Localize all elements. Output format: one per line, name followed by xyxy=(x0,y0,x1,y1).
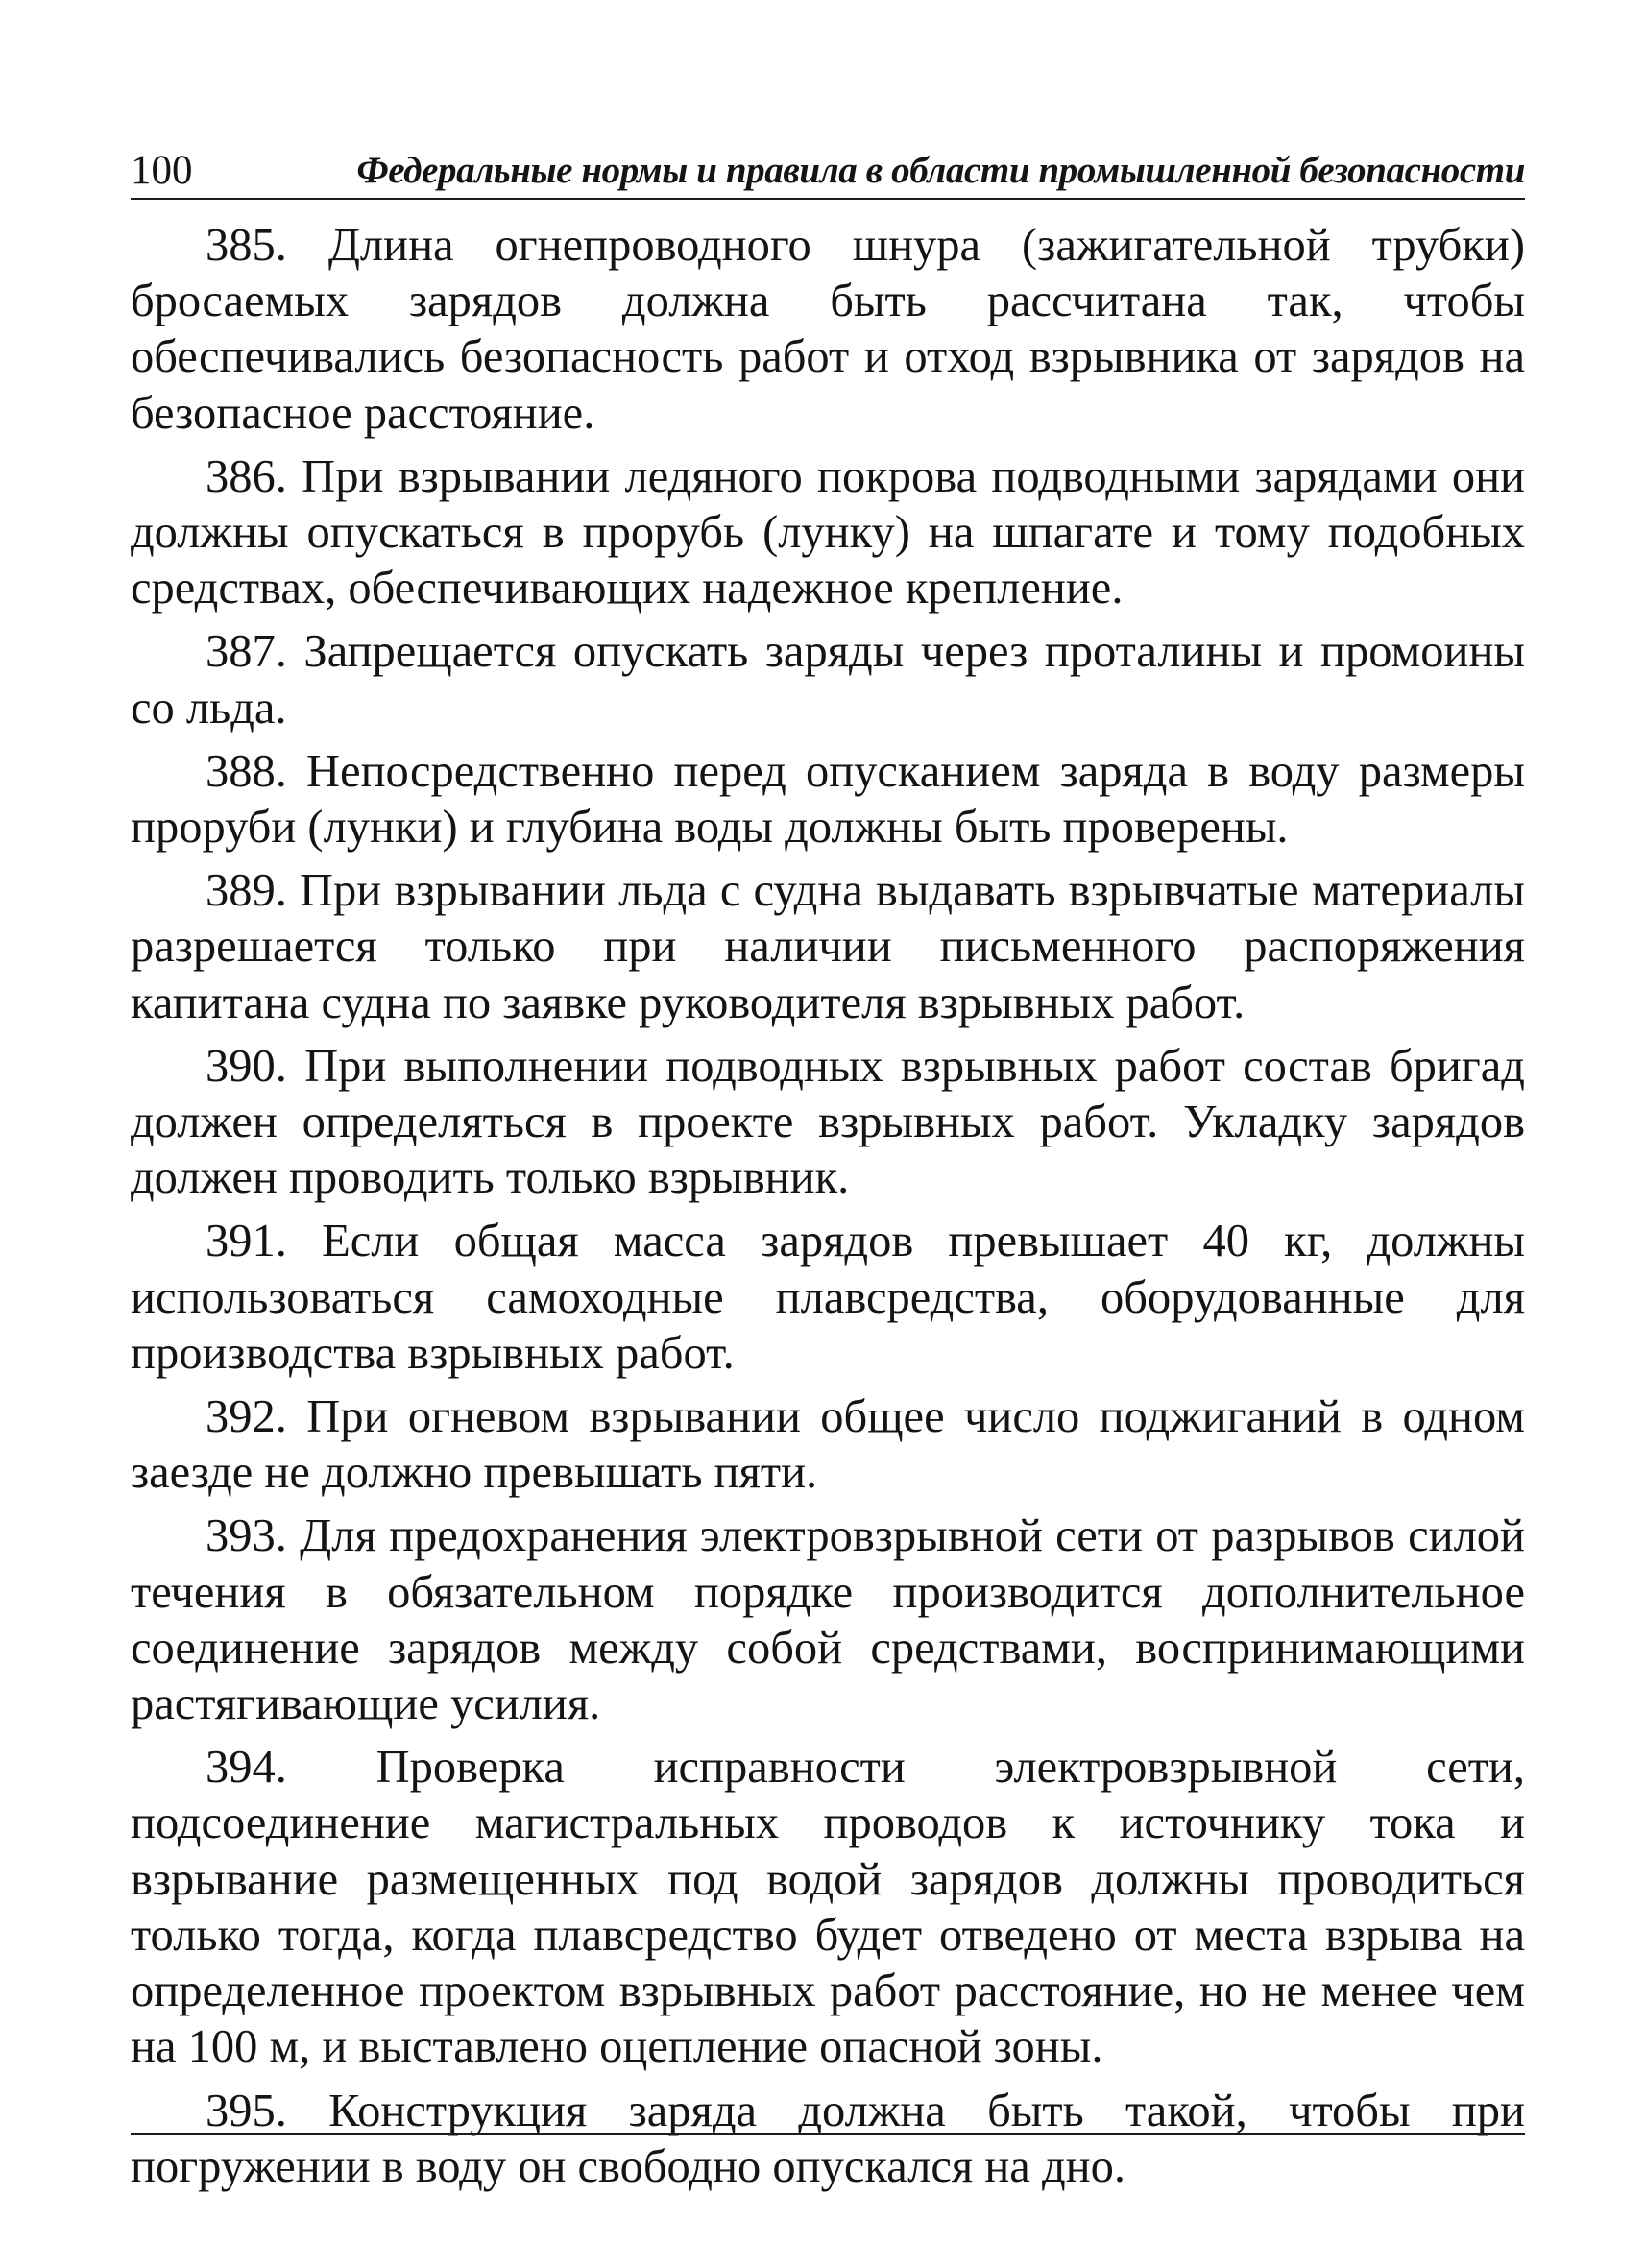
paragraph-394: 394. Проверка исправности электровзрывной сети, подсоединение магистральных проводов к источнику тока и взрывание размещенных под водой зарядов должны проводиться только тогда, когда плавсредство будет отведено от места взрыва на определенное проектом взрывных работ расстояние, но не менее чем на 100 м, и выставлено оцепление опасной зоны. xyxy=(131,1742,1525,2073)
paragraph-386: 386. При взрывании ледяного покрова подводными зарядами они должны опускаться в прорубь (лунку) на шпагате и тому подобных средствах, обеспечивающих надежное крепление. xyxy=(131,450,1525,615)
paragraph-392: 392. При огневом взрывании общее число поджиганий в одном заезде не должно превышать пяти. xyxy=(131,1391,1525,1499)
paragraph-388: 388. Непосредственно перед опусканием заряда в воду размеры проруби (лунки) и глубина воды должны быть проверены. xyxy=(131,745,1525,854)
page-body xyxy=(131,218,1525,2203)
paragraph-385: 385. Длина огнепроводного шнура (зажигательной трубки) бросаемых зарядов должна быть рассчитана так, чтобы обеспечивались безопасность работ и отход взрывника от зарядов на безопасное расстояние. xyxy=(131,220,1525,439)
bottom-rule xyxy=(131,2133,1525,2135)
paragraph-393: 393. Для предохранения электровзрывной сети от разрывов силой течения в обязательном порядке производится дополнительное соединение зарядов между собой средствами, воспринимающими растягивающие усилия. xyxy=(131,1510,1525,1730)
paragraph-391: 391. Если общая масса зарядов превышает 40 кг, должны использоваться самоходные плавсредства, оборудованные для производства взрывных работ. xyxy=(131,1216,1525,1379)
paragraph-387: 387. Запрещается опускать заряды через проталины и промоины со льда. xyxy=(131,626,1525,734)
paragraph-389: 389. При взрывании льда с судна выдавать взрывчатые материалы разрешается только при наличии письменного распоряжения капитана судна по заявке руководителя взрывных работ. xyxy=(131,865,1525,1028)
paragraph-395: 395. Конструкция заряда должна быть такой, чтобы при погружении в воду он свободно опускался на дно. xyxy=(131,2085,1525,2192)
running-title: Федеральные нормы и правила в области промышленной безопасности xyxy=(356,150,1525,191)
page-header xyxy=(131,144,1525,200)
page-number: 100 xyxy=(131,148,193,193)
paragraph-390: 390. При выполнении подводных взрывных работ состав бригад должен определяться в проекте взрывных работ. Укладку зарядов должен проводить только взрывник. xyxy=(131,1040,1525,1204)
